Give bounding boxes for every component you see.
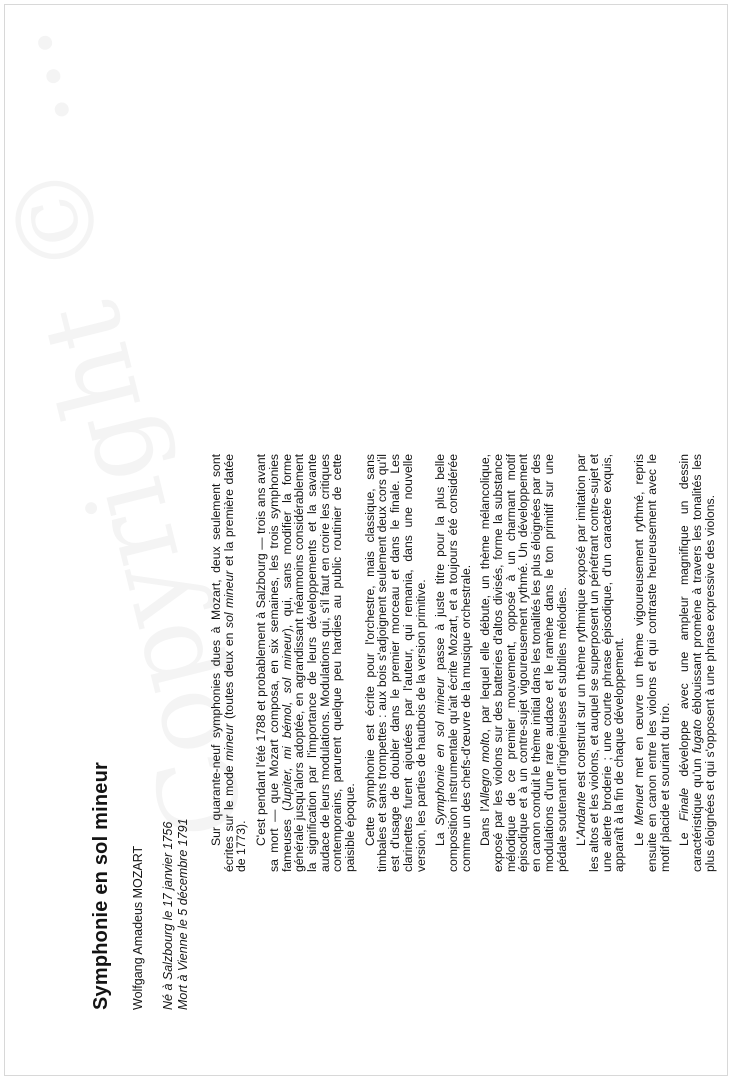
article-body xyxy=(210,454,723,872)
composer-name: Wolfgang Amadeus MOZART xyxy=(131,845,145,1010)
death-line: Mort à Vienne le 5 décembre 1791 xyxy=(176,818,190,1010)
paragraph-3: Cette symphonie est écrite pour l'orchestre, mais classique, sans timbales et sans trompettes : aux bois s'adjoignent seulement deux cors qu'il est d'usage de doubler dans le premier morceau et dans le finale. Les clarinettes furent ajoutées par l'auteur, qui remania, dans une nouvelle version, les parties de hautbois de la version primitive. xyxy=(362,454,428,872)
composer-dates xyxy=(161,710,191,1010)
paragraph-8: Le Finale développe avec une ampleur magnifique un dessin caractéristique qu'un fugato éblouissant promène à travers les tonalités les plus éloignées et qui s'opposent à une phrase expressive des violons. xyxy=(677,454,717,872)
heading-block xyxy=(90,710,191,1010)
paragraph-7: Le Menuet met en œuvre un thème vigoureusement rythmé, repris ensuite en canon entre les violons et qui contraste heureusement avec le motif placide et souriant du trio. xyxy=(632,454,672,872)
page-title: Symphonie en sol mineur xyxy=(90,762,112,1010)
paragraph-2: C'est pendant l'été 1788 et probablement à Salzbourg — trois ans avant sa mort — que Mozart composa, en six semaines, les trois symphonies fameuses (Jupiter, mi bémol, sol mineur), qui, sans modifier la forme générale jusqu'alors adoptée, en agrandissant néanmoins considérablement la signification par l'importance de leurs développements et la savante audace de leurs modulations. Modulations qui, s'il faut en croire les critiques contemporains, parurent quelque peu hardies au public routinier de cette paisible époque. xyxy=(254,454,358,872)
paragraph-6: L'Andante est construit sur un thème rythmique exposé par imitation par les altos et les violons, et auquel se superposent un pénétrant contre-sujet et une alerte broderie ; une courte phrase épisodique, d'un caractère exquis, apparaît à la fin de chaque développement. xyxy=(574,454,627,872)
paragraph-4: La Symphonie en sol mineur passe à juste titre pour la plus belle composition instrumentale qu'ait écrite Mozart, et a toujours été considérée comme un des chefs-d'œuvre de la musique orchestrale. xyxy=(433,454,473,872)
birth-line: Né à Salzbourg le 17 janvier 1756 xyxy=(161,821,175,1010)
rotated-page xyxy=(0,150,732,1080)
paragraph-5: Dans l'Allegro molto, par lequel elle débute, un thème mélancolique, exposé par les violons sur des batteries d'altos divisés, forme la substance mélodique de ce premier mouvement, opposé à un charmant motif épisodique et à un contre-sujet vigoureusement rythmé. Un développement en canon conduit le thème initial dans les tonalités les plus éloignées par des modulations d'une rare audace et le ramène dans le ton primitif sur une pédale soutenant d'ingénieuses et subtiles mélodies. xyxy=(478,454,569,872)
paragraph-1: Sur quarante-neuf symphonies dues à Mozart, deux seulement sont écrites sur le mode mineur (toutes deux en sol mineur et la première datée de 1773). xyxy=(209,454,249,872)
